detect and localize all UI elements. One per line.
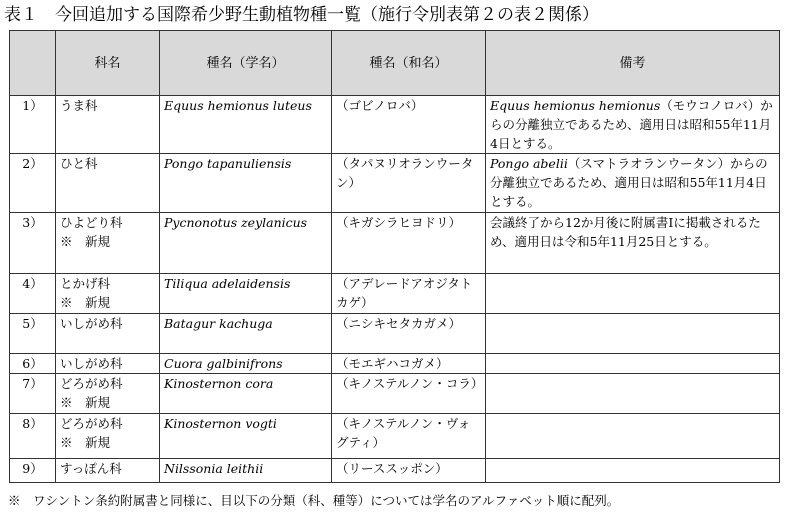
remarks-cell	[486, 414, 780, 459]
table-row	[10, 96, 780, 154]
row-number: 8）	[10, 414, 56, 459]
japanese-name: （ゴビノロバ）	[332, 96, 486, 154]
row-number: 5）	[10, 314, 56, 354]
new-marker: ※ 新規	[60, 234, 111, 249]
family-name: とかげ科	[60, 276, 111, 291]
table-row	[10, 154, 780, 213]
remarks-cell	[486, 213, 780, 274]
header-row	[10, 31, 780, 96]
japanese-name: （アデレードアオジタトカゲ）	[332, 274, 486, 314]
family-name: うま科	[60, 98, 98, 113]
remarks-cell	[486, 354, 780, 374]
scientific-name: Pycnonotus zeylanicus	[160, 213, 332, 274]
family-name: すっぽん科	[60, 461, 122, 476]
remarks-cell	[486, 154, 780, 213]
scientific-name: Batagur kachuga	[160, 314, 332, 354]
row-number: 7）	[10, 374, 56, 414]
family-name: いしがめ科	[60, 356, 123, 371]
header-family: 科名	[56, 31, 160, 96]
family-cell	[56, 354, 160, 374]
table-title: 表１ 今回追加する国際希少野生動植物種一覧（施行令別表第２の表２関係）	[4, 5, 599, 25]
family-cell	[56, 314, 160, 354]
remarks-cell	[486, 314, 780, 354]
remark-text: （スマトラオランウータン）からの分離独立であるため、適用日は昭和55年11月4日とする。	[490, 156, 768, 209]
japanese-name: （タパヌリオランウータン）	[332, 154, 486, 213]
table-row	[10, 459, 780, 483]
japanese-name: （キノステルノン・ヴォグティ）	[332, 414, 486, 459]
new-marker: ※ 新規	[60, 435, 111, 450]
family-cell	[56, 459, 160, 483]
row-number: 4）	[10, 274, 56, 314]
species-table	[9, 30, 780, 483]
header-japanese-name: 種名（和名）	[332, 31, 486, 96]
family-cell	[56, 414, 160, 459]
scientific-name: Cuora galbinifrons	[160, 354, 332, 374]
japanese-name: （キガシラヒヨドリ）	[332, 213, 486, 274]
new-marker: ※ 新規	[60, 395, 111, 410]
japanese-name: （キノステルノン・コラ）	[332, 374, 486, 414]
remark-text: （モウコノロバ）からの分離独立であるため、適用日は昭和55年11月4日とする。	[490, 98, 773, 151]
table-row	[10, 274, 780, 314]
family-cell	[56, 96, 160, 154]
family-name: ひと科	[60, 156, 98, 171]
header-number	[10, 31, 56, 96]
scientific-name: Pongo tapanuliensis	[160, 154, 332, 213]
row-number: 3）	[10, 213, 56, 274]
remark-text: 会議終了から12か月後に附属書Iに掲載されるため、適用日は令和5年11月25日とする。	[490, 215, 761, 249]
scientific-name: Kinosternon vogti	[160, 414, 332, 459]
remarks-cell	[486, 274, 780, 314]
family-cell	[56, 274, 160, 314]
family-name: どろがめ科	[60, 416, 123, 431]
scientific-name: Tiliqua adelaidensis	[160, 274, 332, 314]
row-number: 9）	[10, 459, 56, 483]
scientific-name: Kinosternon cora	[160, 374, 332, 414]
scientific-name: Nilssonia leithii	[160, 459, 332, 483]
remarks-cell	[486, 374, 780, 414]
scientific-name: Equus hemionus luteus	[160, 96, 332, 154]
family-cell	[56, 213, 160, 274]
family-name: どろがめ科	[60, 376, 123, 391]
family-cell	[56, 374, 160, 414]
table-row	[10, 414, 780, 459]
japanese-name: （ニシキセタカガメ）	[332, 314, 486, 354]
footnote: ※ ワシントン条約附属書と同様に、目以下の分類（科、種等）については学名のアルファベット順に配列。	[8, 493, 620, 508]
remarks-cell	[486, 96, 780, 154]
family-name: いしがめ科	[60, 316, 123, 331]
row-number: 1）	[10, 96, 56, 154]
japanese-name: （リーススッポン）	[332, 459, 486, 483]
japanese-name: （モエギハコガメ）	[332, 354, 486, 374]
remarks-cell	[486, 459, 780, 483]
remark-scientific-name: Pongo abelii	[490, 156, 568, 171]
table-row	[10, 314, 780, 354]
header-remarks: 備考	[486, 31, 780, 96]
family-name: ひよどり科	[60, 215, 123, 230]
remark-scientific-name: Equus hemionus hemionus	[490, 98, 661, 113]
new-marker: ※ 新規	[60, 295, 111, 310]
table-row	[10, 374, 780, 414]
row-number: 2）	[10, 154, 56, 213]
family-cell	[56, 154, 160, 213]
header-scientific-name: 種名（学名）	[160, 31, 332, 96]
table-row	[10, 354, 780, 374]
table-row	[10, 213, 780, 274]
row-number: 6）	[10, 354, 56, 374]
